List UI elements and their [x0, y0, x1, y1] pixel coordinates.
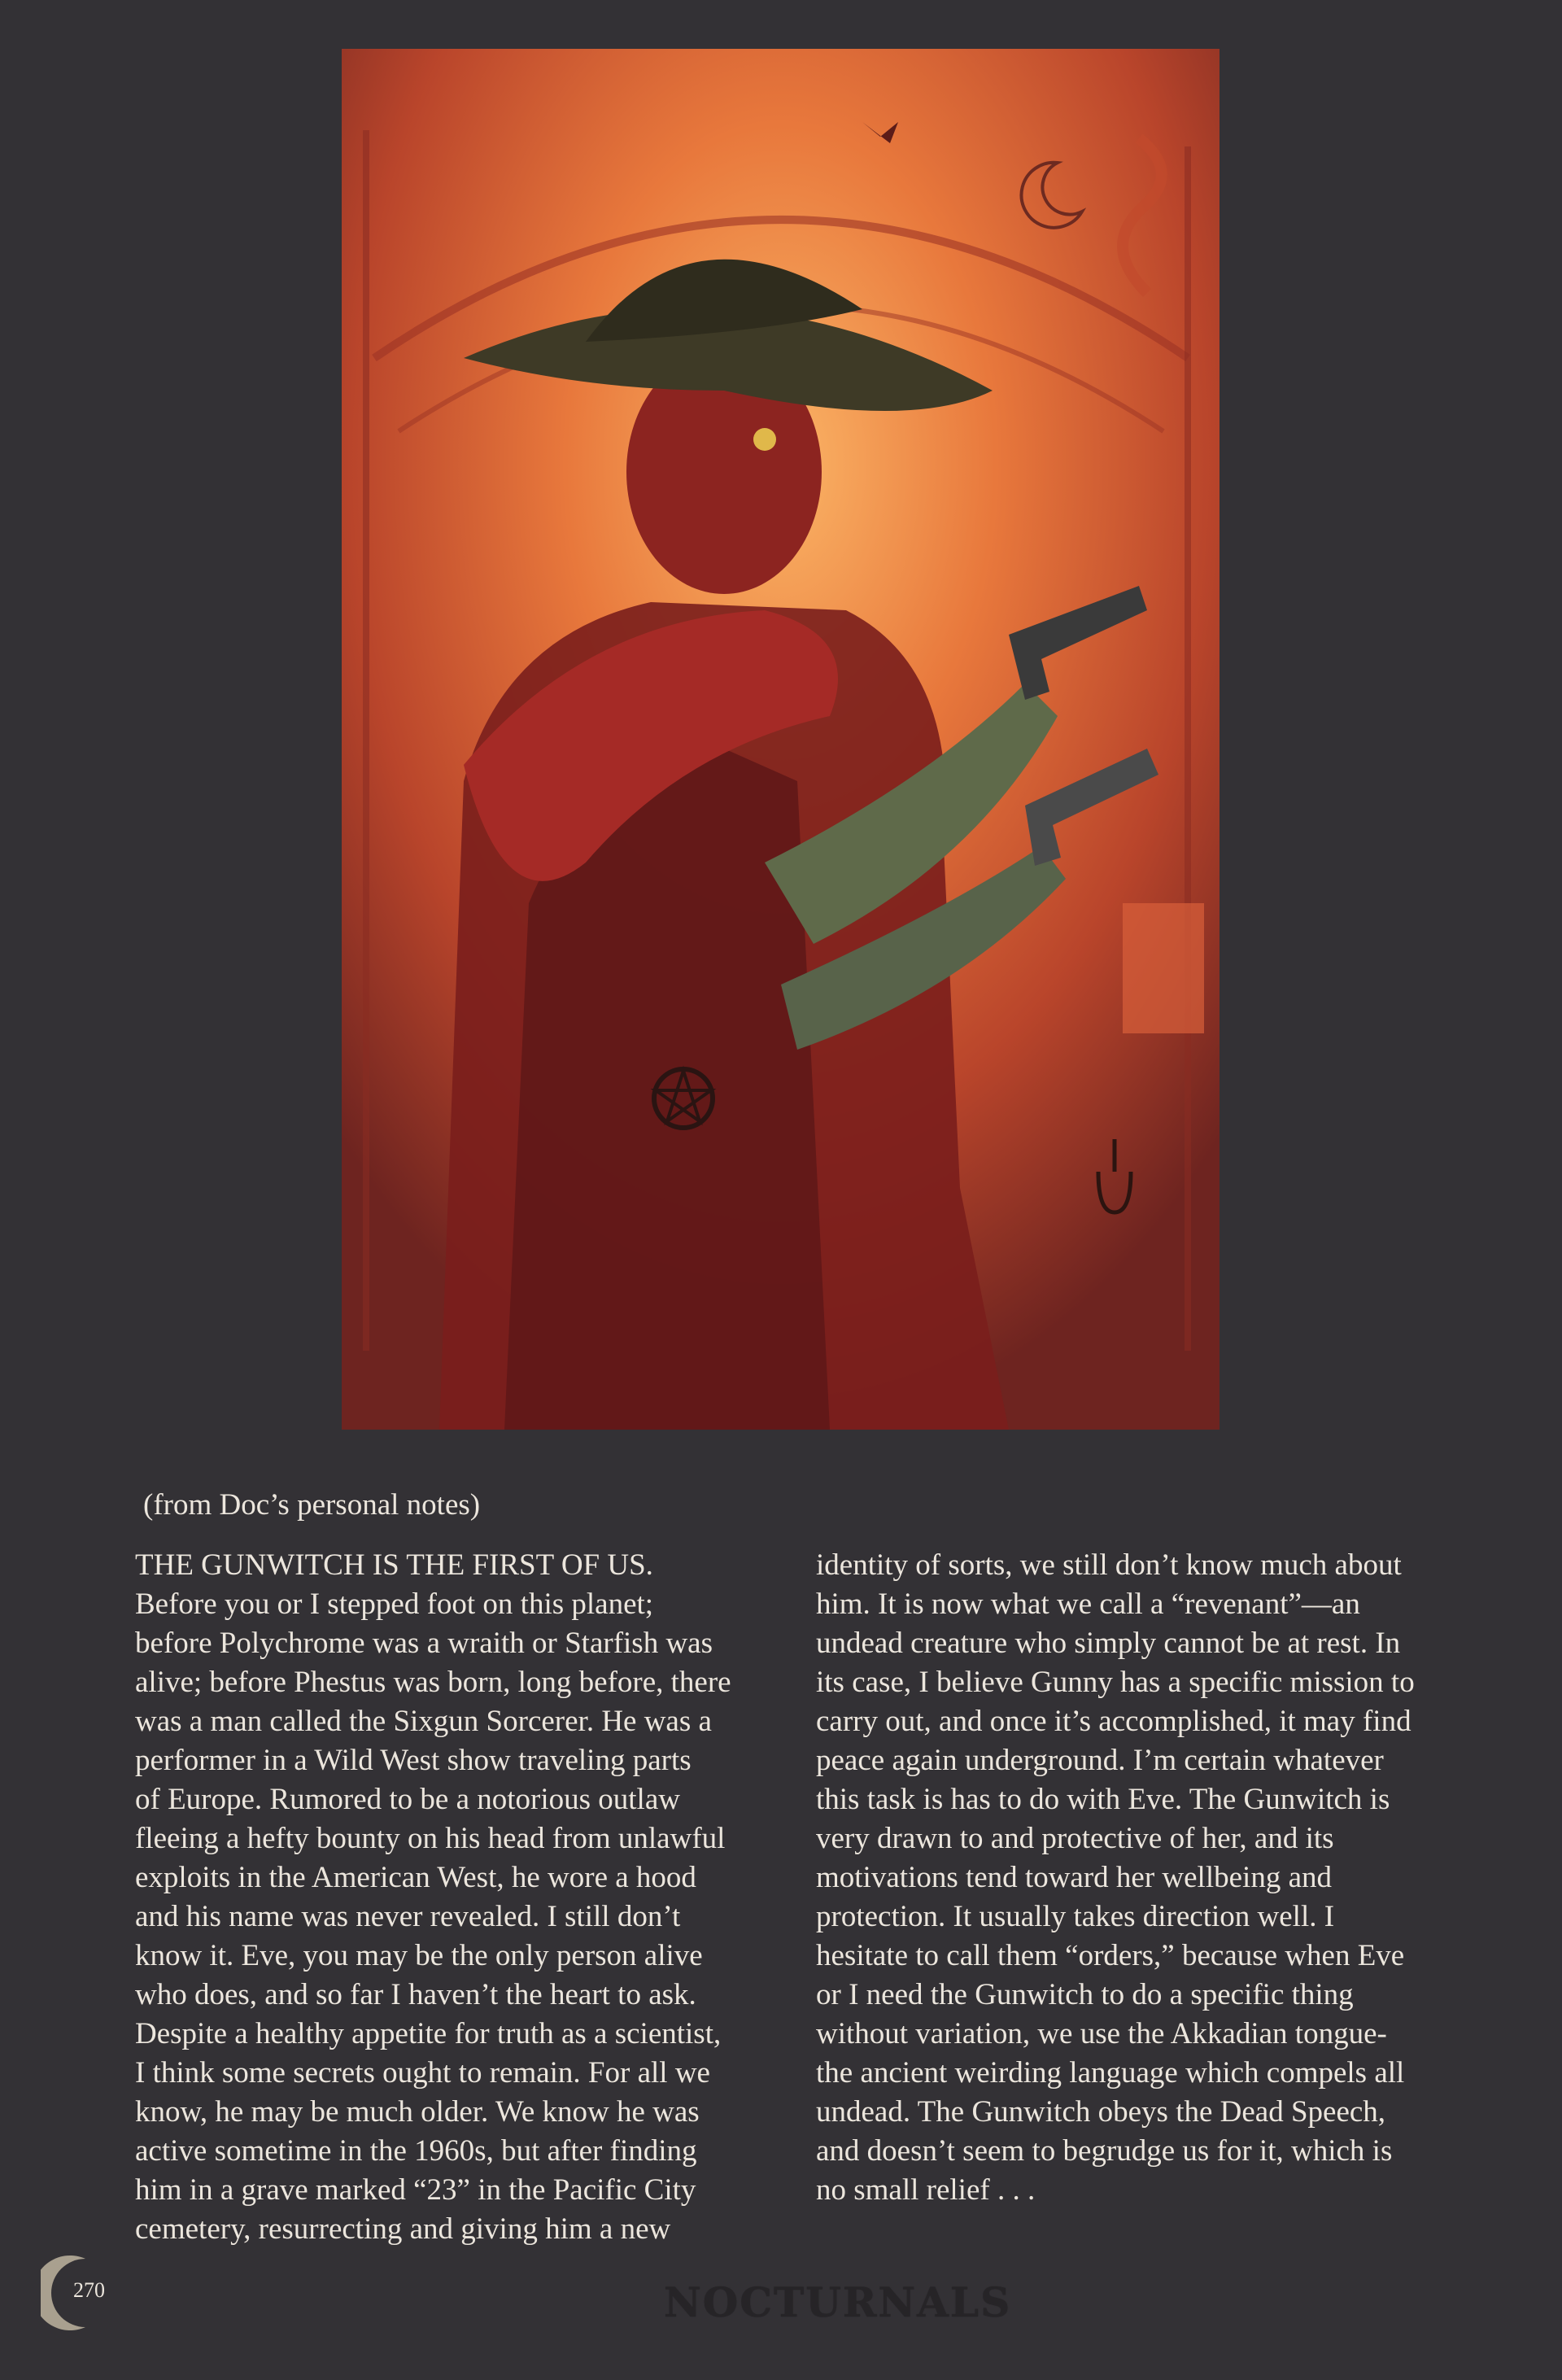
gunwitch-illustration [342, 49, 1219, 1430]
text-line: alive; before Phestus was born, long before, there [135, 1666, 731, 1699]
text-line: cemetery, resurrecting and giving him a new [135, 2212, 671, 2246]
text-line: this task is has to do with Eve. The Gunwitch is [816, 1783, 1390, 1816]
text-line: him. It is now what we call a “revenant”—an [816, 1587, 1360, 1621]
text-line: who does, and so far I haven’t the heart to ask. [135, 1978, 696, 2011]
text-line: was a man called the Sixgun Sorcerer. He was a [135, 1705, 712, 1738]
text-line: Despite a healthy appetite for truth as a scientist, [135, 2017, 722, 2050]
text-line: and doesn’t seem to begrudge us for it, which is [816, 2134, 1393, 2168]
text-line: before Polychrome was a wraith or Starfish was [135, 1627, 713, 1660]
text-line: or I need the Gunwitch to do a specific thing [816, 1978, 1354, 2011]
text-line: him in a grave marked “23” in the Pacific City [135, 2173, 696, 2207]
text-line: performer in a Wild West show traveling parts [135, 1744, 692, 1777]
text-line: motivations tend toward her wellbeing and [816, 1861, 1332, 1894]
caption: (from Doc’s personal notes) [143, 1488, 481, 1522]
text-line: active sometime in the 1960s, but after finding [135, 2134, 697, 2168]
text-line: identity of sorts, we still don’t know much about [816, 1548, 1402, 1582]
text-line: undead creature who simply cannot be at rest. In [816, 1627, 1401, 1660]
text-line: know it. Eve, you may be the only person alive [135, 1939, 703, 1972]
text-line: carry out, and once it’s accomplished, it may find [816, 1705, 1411, 1738]
text-line: no small relief . . . [816, 2173, 1036, 2207]
text-line: peace again underground. I’m certain whatever [816, 1744, 1384, 1777]
text-line: know, he may be much older. We know he was [135, 2095, 700, 2129]
text-line: protection. It usually takes direction well. I [816, 1900, 1335, 1933]
text-line: hesitate to call them “orders,” because when Eve [816, 1939, 1405, 1972]
body-column-left [135, 1546, 753, 2249]
text-line: and his name was never revealed. I still don’t [135, 1900, 681, 1933]
text-line: the ancient weirding language which compels all [816, 2056, 1405, 2090]
gunwitch-illustration-art [342, 49, 1219, 1430]
body-column-right [816, 1546, 1434, 2210]
text-line: I think some secrets ought to remain. For all we [135, 2056, 710, 2090]
text-line: THE GUNWITCH IS THE FIRST OF US. [135, 1548, 653, 1582]
text-line: of Europe. Rumored to be a notorious outlaw [135, 1783, 680, 1816]
page-number: 270 [73, 2278, 105, 2302]
text-line: very drawn to and protective of her, and its [816, 1822, 1334, 1855]
text-line: its case, I believe Gunny has a specific mission to [816, 1666, 1415, 1699]
text-line: Before you or I stepped foot on this planet; [135, 1587, 654, 1621]
nocturnals-logo: NOCTURNALS [664, 2278, 1012, 2326]
text-line: without variation, we use the Akkadian tongue- [816, 2017, 1387, 2050]
text-line: undead. The Gunwitch obeys the Dead Speech, [816, 2095, 1386, 2129]
text-line: fleeing a hefty bounty on his head from unlawful [135, 1822, 726, 1855]
text-line: exploits in the American West, he wore a hood [135, 1861, 696, 1894]
